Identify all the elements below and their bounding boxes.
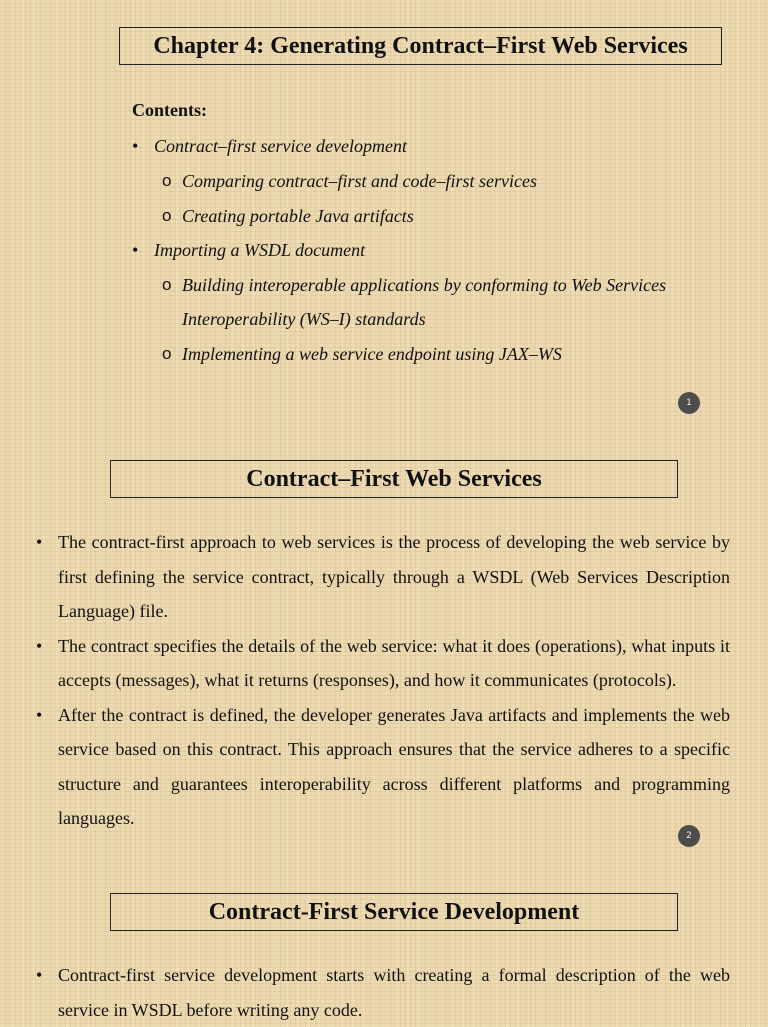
toc-bullet: • (132, 240, 139, 260)
page-number-badge: 2 (678, 825, 700, 847)
toc-subbullet: o (162, 206, 172, 225)
bullet-dot: • (36, 965, 43, 985)
toc-subitem: Creating portable Java artifacts (182, 206, 414, 226)
body-bullet-text: The contract-first approach to web services is the process of developing the web service by first defining the service contract, typically through a WSDL (Web Services Description Language) file. (58, 532, 730, 621)
chapter-title: Chapter 4: Generating Contract–First Web Services (119, 27, 722, 65)
body-bullet (36, 958, 730, 1027)
toc-subitem: Comparing contract–first and code–first services (182, 171, 537, 191)
toc-item: Contract–first service development (154, 136, 407, 156)
body-bullet-list (36, 525, 730, 836)
contents-label: Contents: (132, 100, 207, 120)
body-bullet (36, 629, 730, 698)
bullet-dot: • (36, 635, 43, 656)
bullet-dot: • (36, 532, 43, 552)
toc-subbullet: o (162, 344, 172, 363)
toc-subbullet: o (162, 171, 172, 190)
page-number-badge: 1 (678, 392, 700, 414)
section-title: Contract–First Web Services (110, 460, 678, 498)
toc-subitem-continuation: Interoperability (WS–I) standards (182, 309, 426, 329)
toc-subbullet: o (162, 275, 172, 294)
body-bullet (36, 698, 730, 836)
body-bullet (36, 525, 730, 629)
body-bullet-text: Contract-first service development starts with creating a formal description of the web service in WSDL before writing any code. (58, 965, 730, 1020)
body-bullet-text: The contract specifies the details of the web service: what it does (operations), what inputs it accepts (messages), what it returns (responses), and how it communicates (protocols). (58, 635, 730, 690)
toc-item: Importing a WSDL document (154, 240, 366, 260)
bullet-dot: • (36, 704, 43, 725)
body-bullet-list (36, 958, 730, 1027)
toc-bullet: • (132, 136, 139, 156)
section-title: Contract-First Service Development (110, 893, 678, 931)
body-bullet-text: After the contract is defined, the developer generates Java artifacts and implements the web service based on this contract. This approach ensures that the service adheres to a specific structure and guarantees interoperability across different platforms and programming languages. (58, 704, 730, 828)
toc-subitem: Building interoperable applications by conforming to Web Services (182, 275, 667, 295)
toc-subitem: Implementing a web service endpoint using JAX–WS (182, 344, 562, 364)
